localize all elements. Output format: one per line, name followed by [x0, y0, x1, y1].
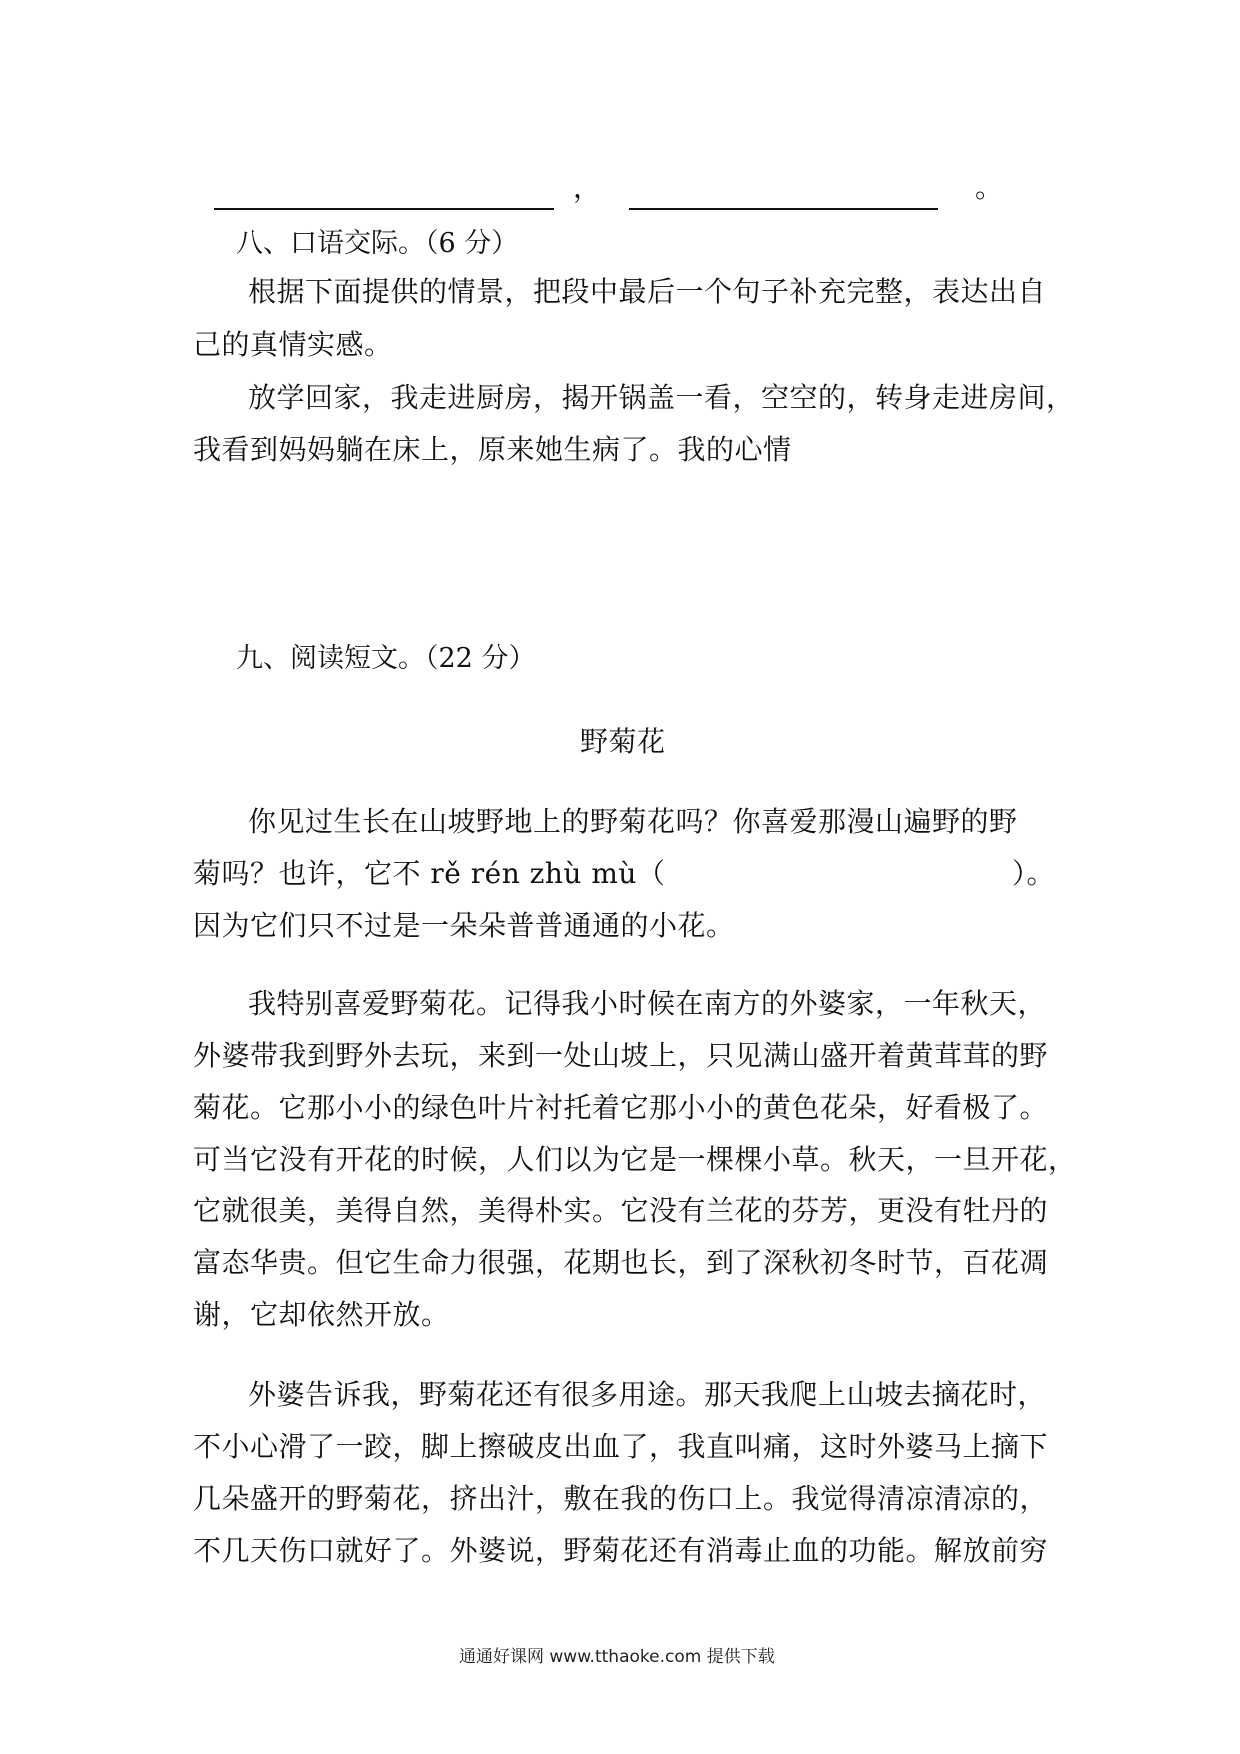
- p3-line-1: 外婆告诉我，野菊花还有很多用途。那天我爬上山坡去摘花时，: [248, 1378, 1047, 1411]
- answer-blank-line-1: [214, 208, 554, 210]
- answer-blank-line-2: [629, 208, 938, 210]
- comma-mark: ，: [573, 171, 602, 204]
- p3-line-4: 不几天伤口就好了。外婆说，野菊花还有消毒止血的功能。解放前穷: [193, 1534, 1049, 1567]
- section-8-scenario-line-1: 放学回家，我走进厨房，揭开锅盖一看，空空的，转身走进房间，: [248, 381, 1075, 414]
- p2-line-7: 谢，它却依然开放。: [193, 1298, 450, 1331]
- p1-line-3: 因为它们只不过是一朵朵普普通通的小花。: [193, 909, 735, 942]
- p2-line-5: 它就很美，美得自然，美得朴实。它没有兰花的芬芳，更没有牡丹的: [193, 1194, 1049, 1227]
- p1-line-1: 你见过生长在山坡野地上的野菊花吗？你喜爱那漫山遍野的野: [248, 805, 1018, 838]
- section-9-title: 九、阅读短文。（22 分）: [236, 643, 536, 674]
- section-8-instruction-line-1: 根据下面提供的情景，把段中最后一个句子补充完整，表达出自: [248, 275, 1047, 308]
- section-8-title: 八、口语交际。（6 分）: [236, 228, 519, 259]
- p2-line-1: 我特别喜爱野菊花。记得我小时候在南方的外婆家，一年秋天，: [248, 987, 1047, 1020]
- p1-line-2-start: 菊吗？也许，它不 rě rén zhù mù（: [193, 857, 666, 890]
- p1-line-2-end: ）。: [1012, 857, 1056, 890]
- period-mark: 。: [975, 171, 1004, 204]
- p2-line-2: 外婆带我到野外去玩，来到一处山坡上，只见满山盛开着黄茸茸的野: [193, 1039, 1049, 1072]
- p3-line-2: 不小心滑了一跤，脚上擦破皮出血了，我直叫痛，这时外婆马上摘下: [193, 1430, 1049, 1463]
- p2-line-3: 菊花。它那小小的绿色叶片衬托着它那小小的黄色花朵，好看极了。: [193, 1091, 1049, 1124]
- footer-watermark: 通通好课网 www.tthaoke.com 提供下载: [459, 1647, 775, 1667]
- p3-line-3: 几朵盛开的野菊花，挤出汁，敷在我的伤口上。我觉得清凉清凉的，: [193, 1482, 1049, 1515]
- p2-line-4: 可当它没有开花的时候，人们以为它是一棵棵小草。秋天，一旦开花，: [193, 1143, 1077, 1176]
- p2-line-6: 富态华贵。但它生命力很强，花期也长，到了深秋初冬时节，百花凋: [193, 1246, 1049, 1279]
- section-8-instruction-line-2: 己的真情实感。: [193, 328, 393, 361]
- article-title: 野菊花: [580, 725, 666, 758]
- section-8-scenario-line-2: 我看到妈妈躺在床上，原来她生病了。我的心情: [193, 433, 792, 466]
